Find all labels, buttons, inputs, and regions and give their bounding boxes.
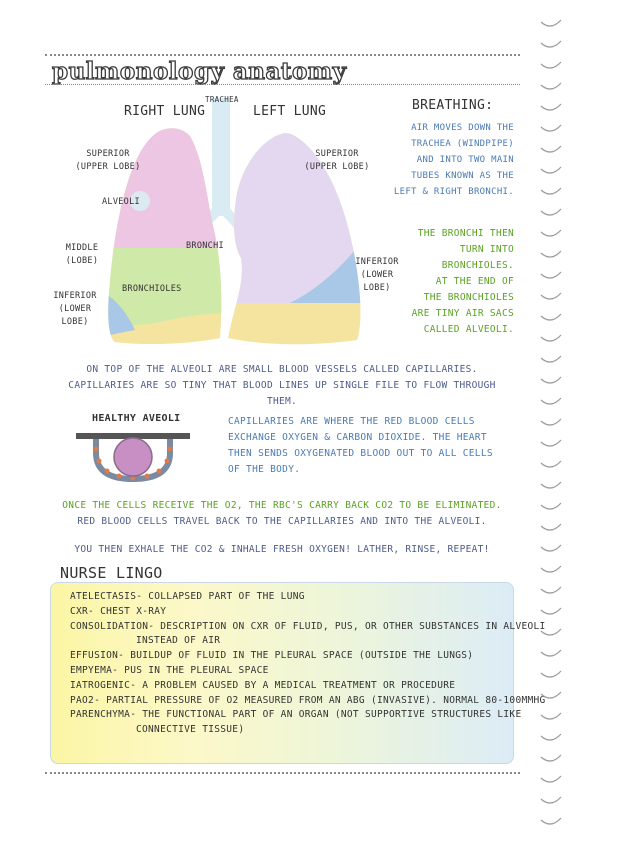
spiral-ring [541, 146, 561, 152]
spiral-ring [541, 713, 561, 719]
spiral-ring [541, 230, 561, 236]
nurse-lingo-list [70, 590, 546, 738]
alveoli-label: ALVEOLI [102, 197, 140, 207]
bottom-dotted-rule [45, 772, 520, 774]
spiral-ring [541, 335, 561, 341]
spiral-ring [541, 167, 561, 173]
bronchi-label: BRONCHI [186, 241, 224, 251]
left-lung-title: LEFT LUNG [253, 104, 327, 119]
lingo-item: PAO2- PARTIAL PRESSURE OF O2 MEASURED FROM AN ABG (INVASIVE). NORMAL 80-100MMHG [70, 694, 546, 706]
spiral-ring [541, 104, 561, 110]
inferior-right-label: INFERIOR (LOWER LOBE) [53, 291, 97, 327]
lingo-item: CONSOLIDATION- DESCRIPTION ON CXR OF FLUID, PUS, OR OTHER SUBSTANCES IN ALVEOLI [70, 620, 546, 632]
spiral-ring [541, 188, 561, 194]
spiral-binding [537, 10, 565, 840]
spiral-ring [541, 692, 561, 698]
nurse-lingo-heading: NURSE LINGO [60, 564, 163, 582]
spiral-ring [541, 671, 561, 677]
title-underline [45, 84, 520, 85]
right-lung-title: RIGHT LUNG [124, 104, 206, 119]
spiral-ring [541, 377, 561, 383]
spiral-ring [541, 293, 561, 299]
page-title: pulmonology anatomy [52, 58, 347, 85]
lingo-item: PARENCHYMA- THE FUNCTIONAL PART OF AN ORGAN (NOT SUPPORTIVE STRUCTURES LIKE [70, 709, 522, 721]
spiral-ring [541, 20, 561, 26]
spiral-ring [541, 629, 561, 635]
exhale-note: YOU THEN EXHALE THE CO2 & INHALE FRESH OXYGEN! LATHER, RINSE, REPEAT! [74, 544, 490, 555]
spiral-ring [541, 272, 561, 278]
spiral-ring [541, 125, 561, 131]
spiral-ring [541, 608, 561, 614]
lingo-item: ATELECTASIS- COLLAPSED PART OF THE LUNG [70, 591, 305, 602]
spiral-ring [541, 734, 561, 740]
spiral-ring [541, 251, 561, 257]
spiral-ring [541, 503, 561, 509]
lungs-diagram [95, 98, 385, 360]
spiral-ring [541, 440, 561, 446]
breathing-text: AIR MOVES DOWN THE TRACHEA (WINDPIPE) AND INTO TWO MAIN TUBES KNOWN AS THE LEFT & RIGHT BRONCHI. [393, 123, 514, 197]
spiral-ring [541, 356, 561, 362]
spiral-ring [541, 62, 561, 68]
left-lung-shape [215, 98, 375, 360]
spiral-ring [541, 566, 561, 572]
bronchioles-label: BRONCHIOLES [122, 284, 182, 294]
spiral-ring [541, 650, 561, 656]
breathing-heading: BREATHING: [412, 98, 494, 113]
spiral-ring [541, 83, 561, 89]
trachea-shape [212, 98, 230, 216]
spiral-ring [541, 461, 561, 467]
spiral-ring [541, 797, 561, 803]
cells-note: ONCE THE CELLS RECEIVE THE O2, THE RBC'S CARRY BACK CO2 TO BE ELIMINATED. RED BLOOD CELLS TRAVEL BACK TO THE CAPILLARIES AND INTO THE ALVEOLI. [62, 500, 502, 527]
spiral-ring [541, 209, 561, 215]
spiral-ring [541, 482, 561, 488]
lingo-item: CXR- CHEST X-RAY [70, 605, 167, 617]
spiral-ring [541, 398, 561, 404]
spiral-ring [541, 587, 561, 593]
top-dotted-rule [45, 54, 520, 56]
healthy-alveoli-label: HEALTHY AVEOLI [92, 413, 181, 424]
inferior-left-label: INFERIOR (LOWER LOBE) [355, 257, 399, 293]
superior-left-label: SUPERIOR (UPPER LOBE) [304, 149, 370, 172]
alveoli-illustration [74, 427, 192, 483]
spiral-ring [541, 524, 561, 530]
lingo-item: CONNECTIVE TISSUE) [136, 724, 245, 736]
lingo-item: INSTEAD OF AIR [136, 635, 221, 647]
superior-right-label: SUPERIOR (UPPER LOBE) [75, 149, 141, 172]
middle-lobe-label: MIDDLE (LOBE) [65, 243, 99, 266]
spiral-ring [541, 818, 561, 824]
spiral-ring [541, 314, 561, 320]
spiral-ring [541, 755, 561, 761]
healthy-alveoli-text: CAPILLARIES ARE WHERE THE RED BLOOD CELLS EXCHANGE OXYGEN & CARBON DIOXIDE. THE HEART THEN SENDS OXYGENATED BLOOD OUT TO ALL CELLS OF THE BODY. [228, 416, 493, 475]
bronchi-note: THE BRONCHI THEN TURN INTO BRONCHIOLES. AT THE END OF THE BRONCHIOLES ARE TINY AIR SACS CALLED ALVEOLI. [411, 228, 514, 335]
trachea-label: TRACHEA [205, 95, 239, 104]
spiral-ring [541, 545, 561, 551]
spiral-ring [541, 419, 561, 425]
capillaries-note: ON TOP OF THE ALVEOLI ARE SMALL BLOOD VESSELS CALLED CAPILLARIES. CAPILLARIES ARE SO TINY THAT BLOOD LINES UP SINGLE FILE TO FLOW THROUGH THEM. [68, 364, 496, 407]
spiral-ring [541, 776, 561, 782]
lingo-item: EFFUSION- BUILDUP OF FLUID IN THE PLEURAL SPACE (OUTSIDE THE LUNGS) [70, 650, 474, 662]
lingo-item: EMPYEMA- PUS IN THE PLEURAL SPACE [70, 664, 269, 676]
spiral-ring [541, 41, 561, 47]
lingo-item: IATROGENIC- A PROBLEM CAUSED BY A MEDICAL TREATMENT OR PROCEDURE [70, 679, 456, 691]
